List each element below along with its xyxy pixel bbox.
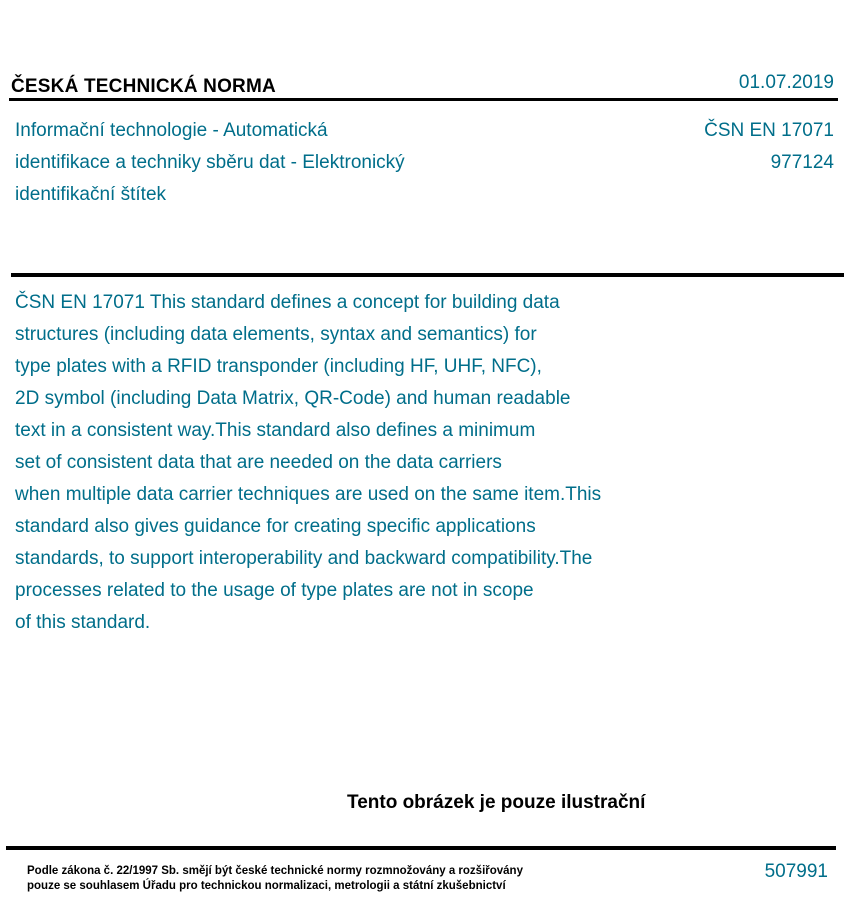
abstract	[15, 287, 715, 639]
standard-title	[15, 115, 515, 211]
standard-codes	[704, 115, 834, 179]
abstract-line: set of consistent data that are needed on the data carriers	[15, 452, 502, 473]
abstract-line: when multiple data carrier techniques are used on the same item.This	[15, 484, 602, 505]
legal-notice-line: pouze se souhlasem Úřadu pro technickou normalizaci, metrologii a státní zkušebnictví	[27, 880, 506, 892]
illustration-note: Tento obrázek je pouze ilustrační	[347, 792, 646, 813]
header-divider	[9, 98, 838, 101]
footer-divider	[6, 846, 836, 850]
standard-title-line: Informační technologie - Automatická	[15, 120, 328, 141]
abstract-line: structures (including data elements, syntax and semantics) for	[15, 324, 537, 345]
standard-code: ČSN EN 17071	[704, 120, 834, 141]
abstract-line: ČSN EN 17071 This standard defines a concept for building data	[15, 292, 560, 313]
abstract-line: text in a consistent way.This standard also defines a minimum	[15, 420, 536, 441]
section-divider	[11, 273, 844, 277]
legal-notice-line: Podle zákona č. 22/1997 Sb. smějí být české technické normy rozmnožovány a rozšiřovány	[27, 865, 523, 877]
abstract-line: standards, to support interoperability and backward compatibility.The	[15, 548, 593, 569]
standard-title-line: identifikační štítek	[15, 184, 167, 205]
class-number: 977124	[770, 152, 834, 173]
legal-notice	[27, 864, 523, 894]
standard-title-line: identifikace a techniky sběru dat - Elektronický	[15, 152, 405, 173]
abstract-line: processes related to the usage of type plates are not in scope	[15, 580, 534, 601]
abstract-line: standard also gives guidance for creating specific applications	[15, 516, 536, 537]
publication-date: 01.07.2019	[738, 72, 834, 93]
document-type-title: ČESKÁ TECHNICKÁ NORMA	[11, 76, 276, 97]
abstract-line: type plates with a RFID transponder (including HF, UHF, NFC),	[15, 356, 542, 377]
document-number: 507991	[764, 861, 828, 882]
abstract-line: 2D symbol (including Data Matrix, QR-Code) and human readable	[15, 388, 571, 409]
abstract-line: of this standard.	[15, 612, 151, 633]
